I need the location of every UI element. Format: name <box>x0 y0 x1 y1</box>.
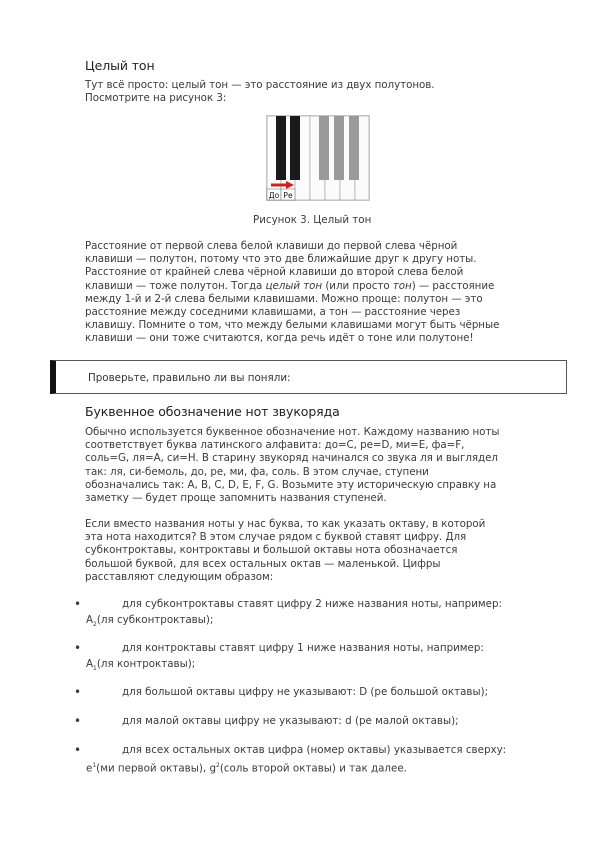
note-letter: e <box>86 762 93 775</box>
note-letter: A <box>86 614 94 626</box>
list-item-tail: (ми первой октавы), <box>96 762 210 775</box>
list-item-text: для всех остальных октав цифра (номер октавы) указывается сверху: <box>122 744 507 756</box>
para-line: клавишу. Помните о том, что между белыми клавишами могут быть чёрные <box>85 319 500 332</box>
para-fragment: (или просто <box>322 279 393 292</box>
para-line: соответствует буква латинского алфавита: до=C, ре=D, ми=E, фа=F, <box>85 439 465 452</box>
black-key-5-dim <box>349 116 359 180</box>
para-line: Расстояние от крайней слева чёрной клавиши до второй слева белой <box>85 266 464 279</box>
label-do: До <box>268 191 280 200</box>
heading-letter-notation: Буквенное обозначение нот звукоряда <box>85 404 340 419</box>
bullet-icon: • <box>74 714 82 728</box>
para-line: между 1-й и 2-й слева белыми клавишами. Можно проще: полутон — это <box>85 292 483 305</box>
label-re: Ре <box>283 191 293 200</box>
octave-mark: 1 <box>93 665 97 673</box>
whole-tone-paragraph <box>85 240 499 346</box>
heading-whole-tone: Целый тон <box>85 58 155 73</box>
list-item-tail: (ля субконтроктавы); <box>96 614 214 626</box>
bullet-icon: • <box>74 641 82 655</box>
para-line: расстояние между соседними клавишами, а тон — расстояние через <box>85 306 461 319</box>
term-whole-tone: целый тон <box>265 279 323 292</box>
note-letter: A <box>86 658 94 670</box>
octave-mark: 2 <box>216 762 220 769</box>
list-item-text: для субконтроктавы ставят цифру 2 ниже названия ноты, например: <box>122 598 503 610</box>
bullet-icon: • <box>74 743 82 757</box>
list-item <box>74 713 556 729</box>
callout-text: Проверьте, правильно ли вы поняли: <box>88 372 291 384</box>
para-line: заметку — будет проще запомнить названия ступеней. <box>85 492 387 505</box>
intro-line-1: Тут всё просто: целый тон — это расстояние из двух полутонов. <box>85 79 435 91</box>
bullet-icon: • <box>74 685 82 699</box>
piano-keys-figure <box>266 115 370 201</box>
list-item-text: для контроктавы ставят цифру 1 ниже названия ноты, например: <box>122 642 484 654</box>
para-line: клавиши — они тоже считаются, когда речь идёт о тоне или полутоне! <box>85 332 474 345</box>
para-line: большой буквой, для всех остальных октав — маленькой. Цифры <box>85 557 441 570</box>
para-line: эта нота находится? В этом случае рядом с буквой ставят цифру. Для <box>85 531 467 544</box>
note-letter: g <box>209 762 216 775</box>
list-item <box>74 742 556 776</box>
black-key-4-dim <box>334 116 344 180</box>
list-item-text: для большой октавы цифру не указывают: D (ре большой октавы); <box>122 686 489 698</box>
para-line: Расстояние от первой слева белой клавиши до первой слева чёрной <box>85 240 458 252</box>
para-line: соль=G, ля=A, си=H. В старину звукоряд начинался со звука ля и выглядел <box>85 452 498 465</box>
list-item <box>74 684 556 700</box>
para-line: так: ля, си-бемоль, до, ре, ми, фа, соль. В этом случае, ступени <box>85 465 429 478</box>
para-line: клавиши — полутон, потому что это две ближайшие друг к другу ноты. <box>85 253 477 266</box>
para-line: обозначались так: A, B, C, D, E, F, G. Возьмите эту историческую справку на <box>85 478 497 491</box>
black-key-3-dim <box>319 116 329 180</box>
para-fragment: ) — расстояние <box>411 279 495 292</box>
para-line: субконтроктавы, контроктавы и большой октавы нота обозначается <box>85 544 458 557</box>
octave-mark: 2 <box>93 621 97 629</box>
bullet-icon: • <box>74 597 82 611</box>
letter-notation-paragraph <box>85 426 499 505</box>
list-item-text: для малой октавы цифру не указывают: d (ре малой октавы); <box>122 715 459 727</box>
black-key-1 <box>276 116 286 180</box>
quiz-callout <box>50 360 567 394</box>
list-item-tail: (ля контроктавы); <box>96 658 196 670</box>
black-key-2 <box>290 116 300 180</box>
para-line: клавиши — тоже полутон. Тогда <box>85 279 266 292</box>
intro-line-2: Посмотрите на рисунок 3: <box>85 92 227 105</box>
list-item <box>74 596 556 633</box>
octave-paragraph <box>85 518 485 584</box>
octave-mark: 1 <box>92 762 97 769</box>
term-tone: тон <box>392 279 412 292</box>
para-line: Обычно используется буквенное обозначение нот. Каждому названию ноты <box>85 426 500 438</box>
para-line: расставляют следующим образом: <box>85 570 274 583</box>
para-line: Если вместо названия ноты у нас буква, то как указать октаву, в которой <box>85 518 486 530</box>
intro-paragraph <box>85 79 435 105</box>
list-item-tail: (соль второй октавы) и так далее. <box>219 762 407 775</box>
list-item <box>74 640 556 677</box>
figure-caption: Рисунок 3. Целый тон <box>253 214 372 226</box>
